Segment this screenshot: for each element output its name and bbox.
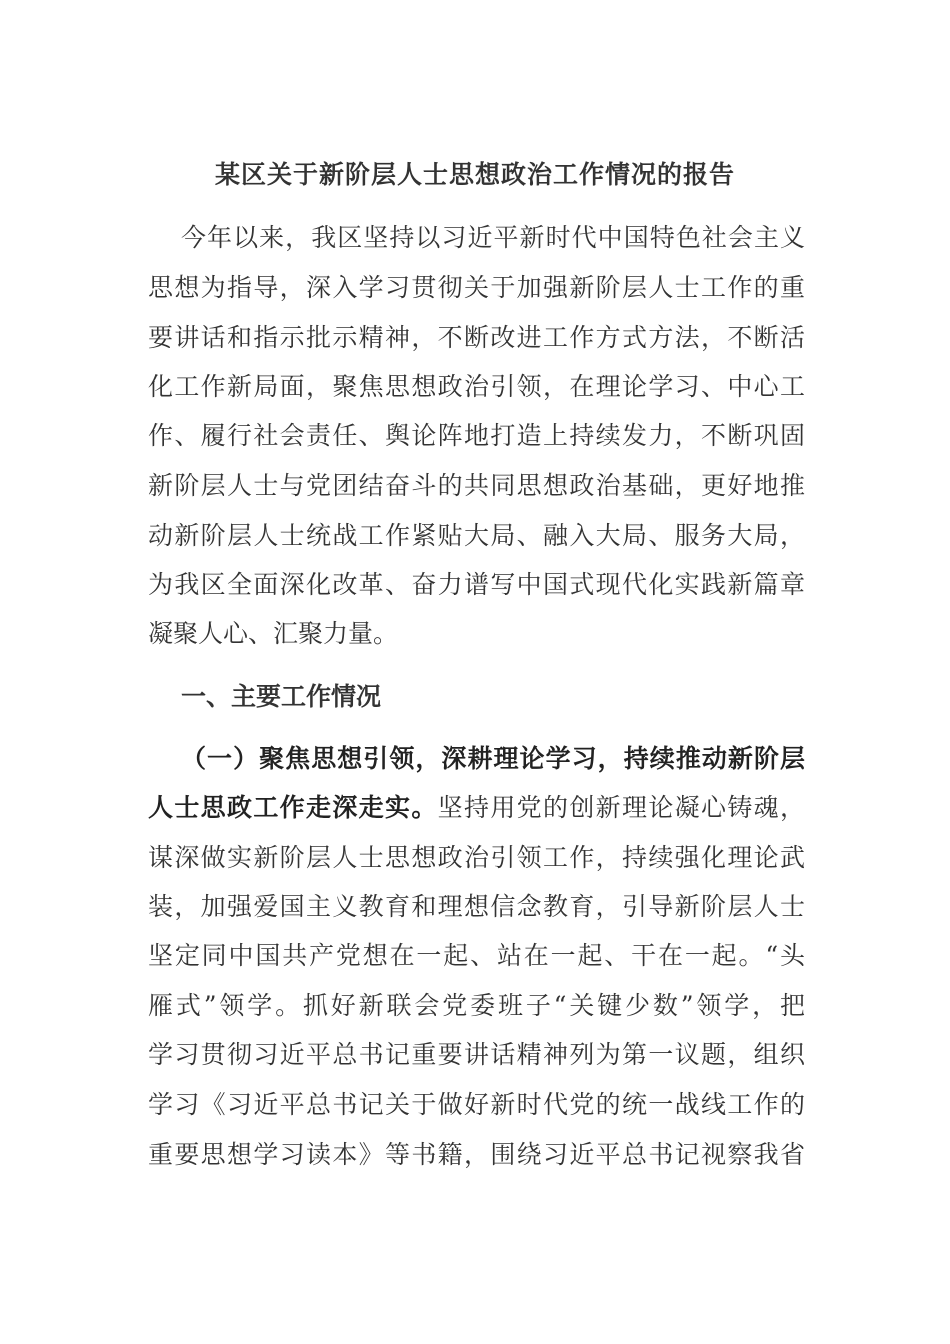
intro-line-4: 化工作新局面，聚焦思想政治引领，在理论学习、中心工: [148, 372, 805, 401]
body-line-6: 学习《习近平总书记关于做好新时代党的统一战线工作的: [148, 1090, 805, 1119]
sub-heading-line-2: [148, 783, 805, 833]
intro-line-6: 新阶层人士与党团结奋斗的共同思想政治基础，更好地推: [148, 471, 805, 500]
intro-line-3: 要讲话和指示批示精神，不断改进工作方式方法，不断活: [148, 323, 805, 352]
intro-line-8: 为我区全面深化改革、奋力谱写中国式现代化实践新篇章: [148, 570, 805, 599]
body-line-2: 装，加强爱国主义教育和理想信念教育，引导新阶层人士: [148, 892, 805, 921]
sub-heading-bold-part: 人士思政工作走深走实。: [148, 793, 438, 822]
sub-heading-line-1: （一）聚焦思想引领，深耕理论学习，持续推动新阶层: [181, 744, 805, 773]
intro-line-9: 凝聚人心、汇聚力量。: [148, 619, 399, 648]
body-line-3: 坚定同中国共产党想在一起、站在一起、干在一起。“头: [148, 941, 805, 970]
body-line-1: 谋深做实新阶层人士思想政治引领工作，持续强化理论武: [148, 843, 805, 872]
sub-heading-rest-part: 坚持用党的创新理论凝心铸魂，: [437, 793, 805, 822]
document-title: 某区关于新阶层人士思想政治工作情况的报告: [214, 160, 735, 189]
intro-line-7: 动新阶层人士统战工作紧贴大局、融入大局、服务大局，: [148, 521, 805, 550]
section-heading: 一、主要工作情况: [181, 682, 382, 711]
body-line-5: 学习贯彻习近平总书记重要讲话精神列为第一议题，组织: [148, 1040, 805, 1069]
body-line-7: 重要思想学习读本》等书籍，围绕习近平总书记视察我省: [148, 1140, 805, 1169]
body-line-4: 雁式”领学。抓好新联会党委班子“关键少数”领学，把: [148, 991, 805, 1020]
intro-line-1: 今年以来，我区坚持以习近平新时代中国特色社会主义: [181, 223, 805, 252]
intro-line-5: 作、履行社会责任、舆论阵地打造上持续发力，不断巩固: [148, 421, 805, 450]
intro-line-2: 思想为指导，深入学习贯彻关于加强新阶层人士工作的重: [148, 273, 805, 302]
